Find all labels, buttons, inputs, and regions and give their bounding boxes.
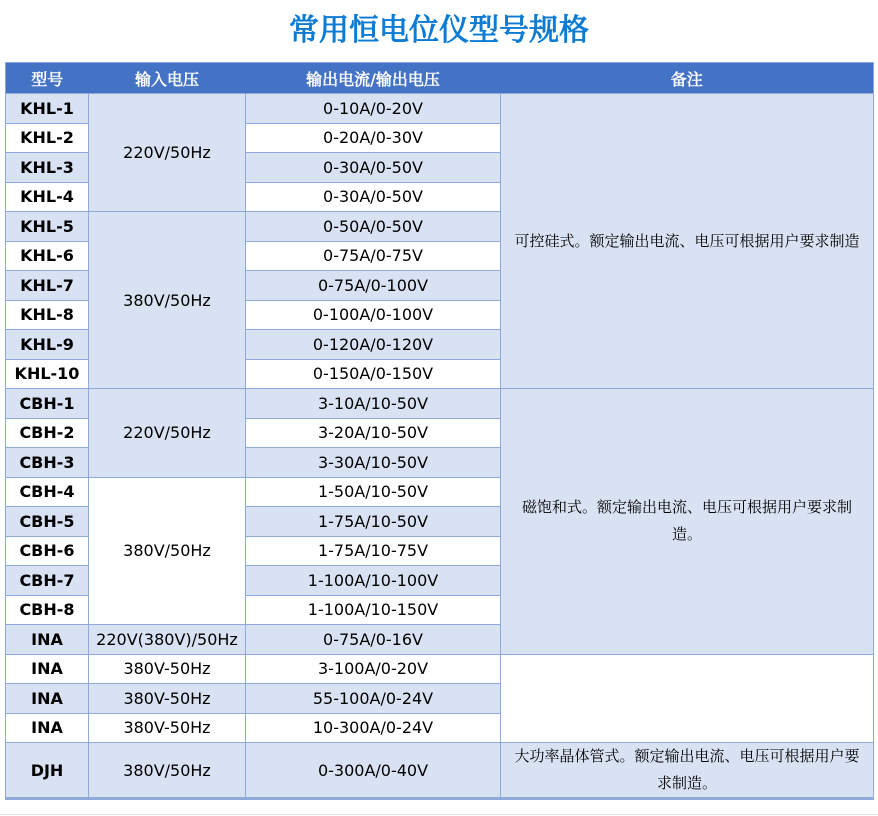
- output-cell: 0-30A/0-50V: [246, 153, 501, 183]
- input-voltage-cell: 220V/50Hz: [89, 94, 246, 212]
- output-cell: 1-100A/10-150V: [246, 595, 501, 625]
- input-voltage-cell: 380V-50Hz: [89, 684, 246, 714]
- output-cell: 0-100A/0-100V: [246, 300, 501, 330]
- model-cell: KHL-1: [6, 94, 89, 124]
- output-cell: 3-100A/0-20V: [246, 654, 501, 684]
- output-cell: 0-10A/0-20V: [246, 94, 501, 124]
- model-cell: KHL-5: [6, 212, 89, 242]
- col-header-model: 型号: [6, 63, 89, 94]
- model-cell: INA: [6, 684, 89, 714]
- model-cell: INA: [6, 713, 89, 743]
- output-cell: 3-20A/10-50V: [246, 418, 501, 448]
- header-row: [6, 63, 874, 94]
- input-voltage-cell: 380V/50Hz: [89, 212, 246, 389]
- output-cell: 0-300A/0-40V: [246, 743, 501, 799]
- model-cell: KHL-8: [6, 300, 89, 330]
- output-cell: 0-75A/0-75V: [246, 241, 501, 271]
- output-cell: 0-75A/0-16V: [246, 625, 501, 655]
- output-cell: 1-75A/10-75V: [246, 536, 501, 566]
- input-voltage-cell: 380V-50Hz: [89, 654, 246, 684]
- model-cell: CBH-5: [6, 507, 89, 537]
- model-cell: KHL-4: [6, 182, 89, 212]
- output-cell: 0-120A/0-120V: [246, 330, 501, 360]
- model-cell: KHL-10: [6, 359, 89, 389]
- output-cell: 0-30A/0-50V: [246, 182, 501, 212]
- remark-cell: 可控硅式。额定输出电流、电压可根据用户要求制造: [501, 94, 874, 389]
- output-cell: 10-300A/0-24V: [246, 713, 501, 743]
- model-cell: KHL-9: [6, 330, 89, 360]
- page-bottom-divider: [0, 814, 878, 815]
- col-header-remark: 备注: [501, 63, 874, 94]
- output-cell: 1-75A/10-50V: [246, 507, 501, 537]
- model-cell: INA: [6, 654, 89, 684]
- model-cell: KHL-2: [6, 123, 89, 153]
- col-header-input-voltage: 输入电压: [89, 63, 246, 94]
- model-cell: CBH-2: [6, 418, 89, 448]
- output-cell: 0-75A/0-100V: [246, 271, 501, 301]
- output-cell: 3-30A/10-50V: [246, 448, 501, 478]
- model-cell: DJH: [6, 743, 89, 799]
- input-voltage-cell: 380V-50Hz: [89, 713, 246, 743]
- remark-cell: [501, 654, 874, 743]
- model-cell: CBH-4: [6, 477, 89, 507]
- table-row: [6, 743, 874, 799]
- col-header-output: 输出电流/输出电压: [246, 63, 501, 94]
- model-cell: INA: [6, 625, 89, 655]
- output-cell: 3-10A/10-50V: [246, 389, 501, 419]
- input-voltage-cell: 380V/50Hz: [89, 477, 246, 625]
- model-cell: CBH-7: [6, 566, 89, 596]
- output-cell: 0-20A/0-30V: [246, 123, 501, 153]
- remark-cell: 磁饱和式。额定输出电流、电压可根据用户要求制造。: [501, 389, 874, 655]
- model-cell: CBH-1: [6, 389, 89, 419]
- output-cell: 1-50A/10-50V: [246, 477, 501, 507]
- output-cell: 0-50A/0-50V: [246, 212, 501, 242]
- spec-table: [5, 62, 874, 800]
- input-voltage-cell: 380V/50Hz: [89, 743, 246, 799]
- model-cell: KHL-3: [6, 153, 89, 183]
- page-title: 常用恒电位仪型号规格: [289, 13, 589, 48]
- table-row: [6, 94, 874, 124]
- output-cell: 0-150A/0-150V: [246, 359, 501, 389]
- model-cell: CBH-8: [6, 595, 89, 625]
- table-row: [6, 389, 874, 419]
- model-cell: CBH-3: [6, 448, 89, 478]
- output-cell: 55-100A/0-24V: [246, 684, 501, 714]
- table-row: [6, 654, 874, 684]
- model-cell: KHL-7: [6, 271, 89, 301]
- output-cell: 1-100A/10-100V: [246, 566, 501, 596]
- remark-cell: 大功率晶体管式。额定输出电流、电压可根据用户要求制造。: [501, 743, 874, 799]
- input-voltage-cell: 220V/50Hz: [89, 389, 246, 478]
- input-voltage-cell: 220V(380V)/50Hz: [89, 625, 246, 655]
- model-cell: KHL-6: [6, 241, 89, 271]
- model-cell: CBH-6: [6, 536, 89, 566]
